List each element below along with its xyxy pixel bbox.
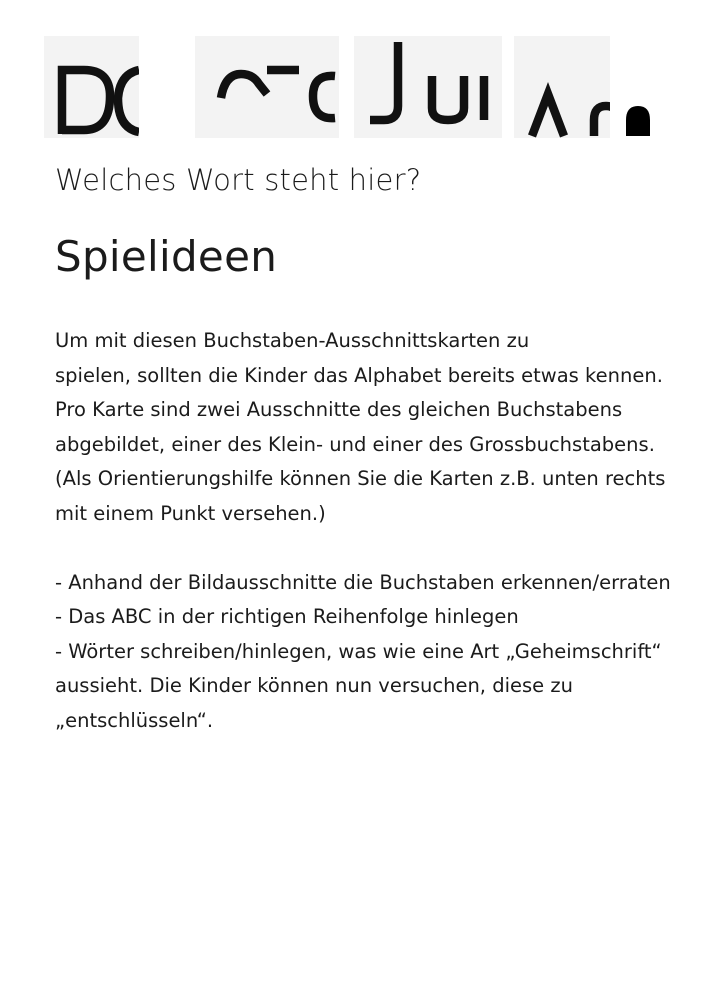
letter-fragment-card (354, 36, 502, 138)
idea-line: „entschlüsseln“. (55, 708, 214, 732)
intro-line: Pro Karte sind zwei Ausschnitte des gleichen Buchstabens (55, 398, 623, 421)
intro-line: abgebildet, einer des Klein- und einer des Grossbuchstabens. (55, 432, 655, 456)
intro-line: spielen, sollten die Kinder das Alphabet bereits etwas kennen. (55, 363, 663, 387)
idea-line: - Anhand der Bildausschnitte die Buchstaben erkennen/erraten (55, 570, 671, 594)
letter-fragment-extra (610, 36, 664, 138)
letter-fragment-card (195, 36, 339, 138)
paragraph-spacer (55, 531, 665, 566)
idea-line: - Das ABC in der richtigen Reihenfolge hinlegen (55, 605, 519, 628)
intro-line: (Als Orientierungshilfe können Sie die Karten z.B. unten rechts (55, 467, 666, 490)
letter-fragment-card (44, 36, 139, 138)
intro-line: mit einem Punkt versehen.) (55, 501, 326, 525)
letter-fragment-card (514, 36, 610, 138)
letter-fragment-cards (44, 36, 664, 144)
body-text (55, 324, 671, 738)
intro-line: Um mit diesen Buchstaben-Ausschnittskarten zu (55, 329, 530, 352)
idea-line: aussieht. Die Kinder können nun versuchen, diese zu (55, 674, 573, 697)
page-title: Spielideen (55, 232, 278, 281)
idea-line: - Wörter schreiben/hinlegen, was wie eine Art „Geheimschrift“ (55, 639, 662, 663)
subtitle: Welches Wort steht hier? (55, 163, 422, 197)
